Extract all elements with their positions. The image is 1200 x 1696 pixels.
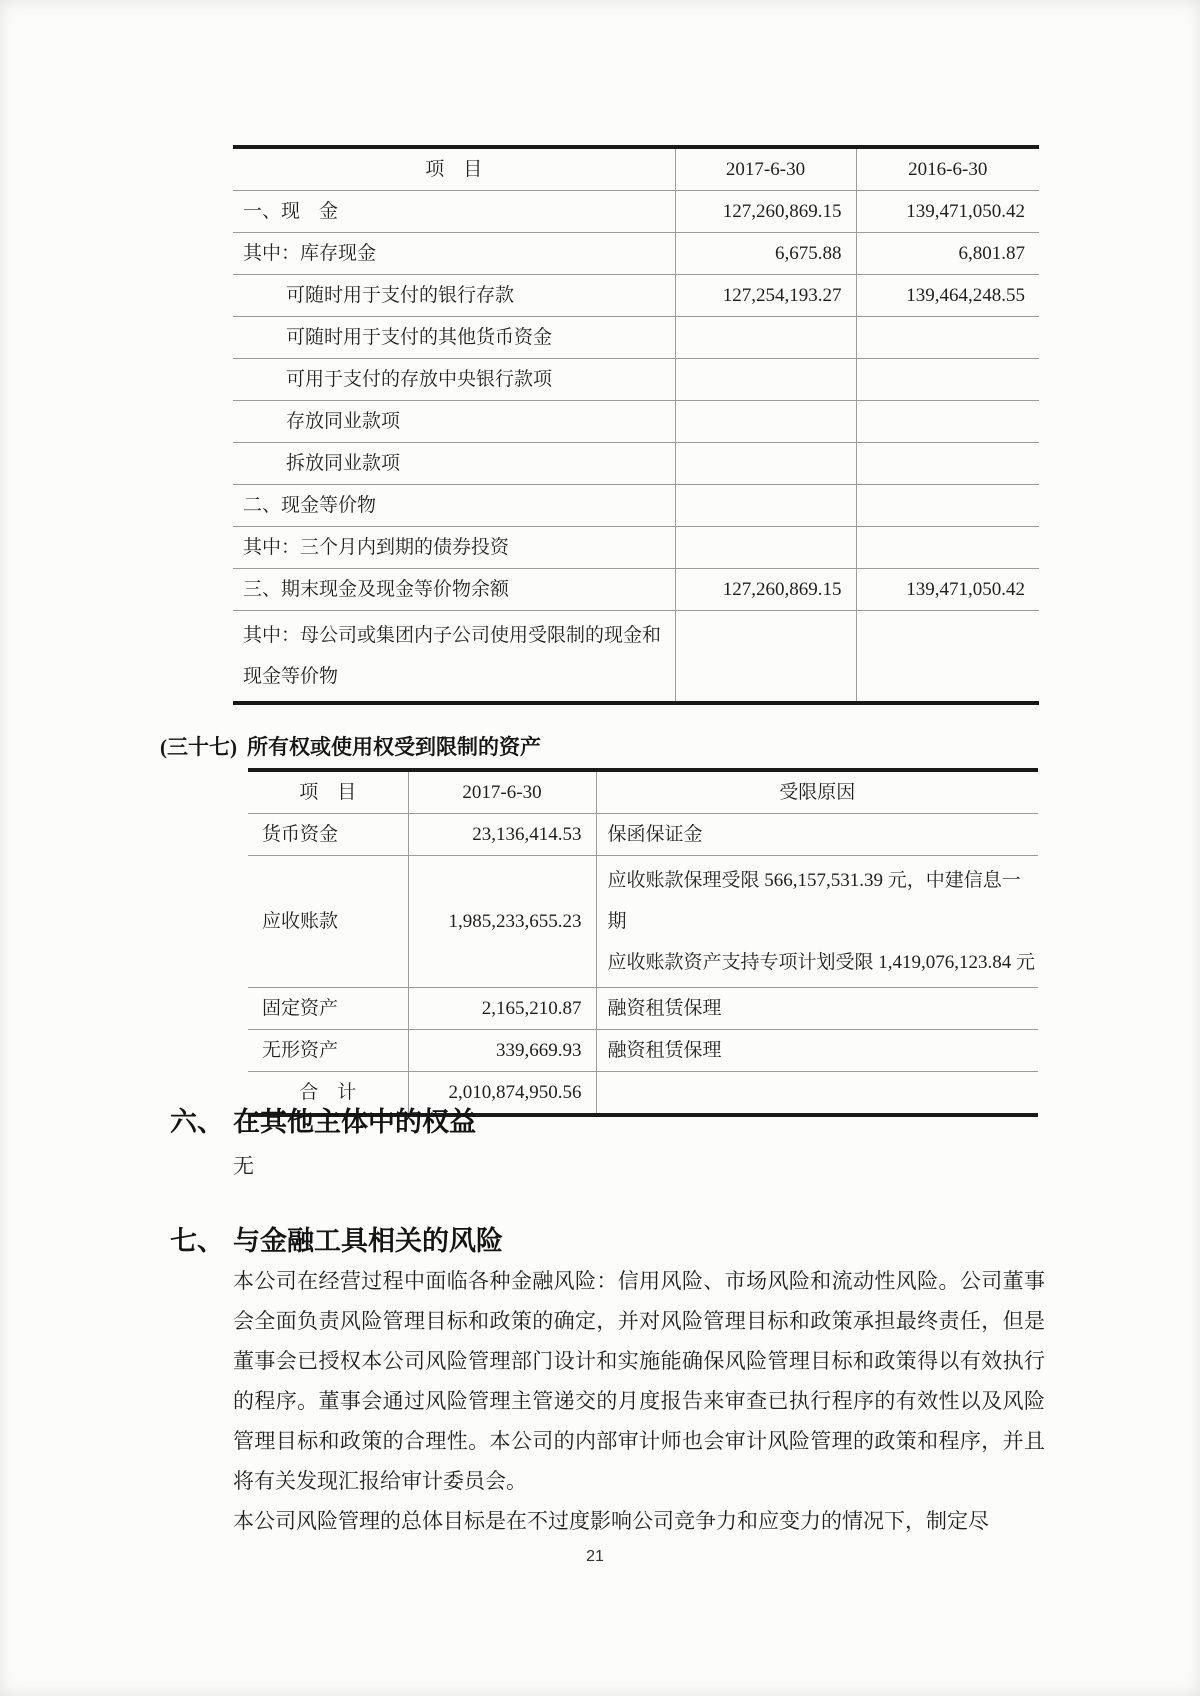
- table-header-row: [248, 770, 1038, 814]
- cell-item: 一、现 金: [233, 191, 675, 233]
- table-row: [233, 611, 1039, 704]
- table-row: [233, 569, 1039, 611]
- cell-value-2017: [675, 359, 856, 401]
- cell-item: 存放同业款项: [233, 401, 675, 443]
- cell-value-2016: 139,471,050.42: [856, 191, 1039, 233]
- table-row: [233, 527, 1039, 569]
- cell-reason: [596, 1072, 1038, 1116]
- section-title: 与金融工具相关的风险: [233, 1226, 503, 1256]
- cell-value-2016: [856, 359, 1039, 401]
- section-six-content: 无: [233, 1154, 254, 1178]
- table-row: [248, 988, 1038, 1030]
- column-header-2017: 2017-6-30: [675, 147, 856, 191]
- cell-item-line1: 其中：母公司或集团内子公司使用受限制的现金和: [243, 625, 662, 646]
- risk-description: [233, 1261, 1045, 1541]
- cell-value-2017: [675, 317, 856, 359]
- cell-value-2016: [856, 527, 1039, 569]
- table-header-row: [233, 147, 1039, 191]
- section-title: 所有权或使用权受到限制的资产: [247, 736, 541, 759]
- table-row: [233, 233, 1039, 275]
- cell-value-2016: [856, 401, 1039, 443]
- cell-item: 其中：库存现金: [233, 233, 675, 275]
- cell-item: 可随时用于支付的银行存款: [233, 275, 675, 317]
- cell-reason: 保函保证金: [596, 814, 1038, 856]
- cell-item-total: 合 计: [299, 1082, 357, 1103]
- cell-value-2016: [856, 611, 1039, 704]
- cell-reason: 融资租赁保理: [596, 1030, 1038, 1072]
- cell-value-2017: 127,260,869.15: [675, 191, 856, 233]
- section-title: 在其他主体中的权益: [233, 1107, 476, 1137]
- cell-value-2017: [675, 611, 856, 704]
- column-header-item: 项 目: [233, 147, 675, 191]
- cash-flow-table: [233, 145, 1039, 705]
- cell-amount: 2,165,210.87: [408, 988, 596, 1030]
- cell-item: 货币资金: [248, 814, 408, 856]
- section-six-heading: [170, 1100, 476, 1139]
- cell-item: 二、现金等价物: [233, 485, 675, 527]
- risk-paragraph: 本公司风险管理的总体目标是在不过度影响公司竞争力和应变力的情况下，制定尽: [233, 1509, 989, 1533]
- table-row: [233, 317, 1039, 359]
- cell-amount: 23,136,414.53: [408, 814, 596, 856]
- table-row: [233, 443, 1039, 485]
- cell-value-2016: 6,801.87: [856, 233, 1039, 275]
- column-header-item: 项 目: [248, 770, 408, 814]
- column-header-2016: 2016-6-30: [856, 147, 1039, 191]
- section-number: 六、: [170, 1107, 224, 1137]
- cell-value-2017: [675, 527, 856, 569]
- cell-reason: 融资租赁保理: [596, 988, 1038, 1030]
- column-header-reason: 受限原因: [596, 770, 1038, 814]
- cell-item-line2: 现金等价物: [243, 666, 339, 687]
- cell-amount: 339,669.93: [408, 1030, 596, 1072]
- table-row: [233, 359, 1039, 401]
- cell-reason: [596, 856, 1038, 988]
- cell-amount: 2,010,874,950.56: [408, 1072, 596, 1116]
- cell-value-2017: 127,254,193.27: [675, 275, 856, 317]
- column-header-date: 2017-6-30: [408, 770, 596, 814]
- table-row: [233, 485, 1039, 527]
- cell-value-2017: [675, 401, 856, 443]
- table-row: [248, 814, 1038, 856]
- table-row: [233, 401, 1039, 443]
- cell-item: 应收账款: [248, 856, 408, 988]
- cell-reason-line2: 应收账款资产支持专项计划受限 1,419,076,123.84 元: [607, 952, 1036, 973]
- cell-value-2016: 139,471,050.42: [856, 569, 1039, 611]
- page-number: 21: [586, 1548, 604, 1565]
- cell-amount: 1,985,233,655.23: [408, 856, 596, 988]
- section-seven-heading: [170, 1219, 503, 1258]
- cell-reason-line1: 应收账款保理受限 566,157,531.39 元，中建信息一期: [607, 870, 1021, 932]
- cell-item: 无形资产: [248, 1030, 408, 1072]
- cell-value-2017: [675, 485, 856, 527]
- risk-paragraph: 本公司在经营过程中面临各种金融风险：信用风险、市场风险和流动性风险。公司董事会全面负责风险管理目标和政策的确定，并对风险管理目标和政策承担最终责任，但是董事会已授权本公司风险管理部门设计和实施能确保风险管理目标和政策得以有效执行的程序。董事会通过风险管理主管递交的月度报告来审查已执行程序的有效性以及风险管理目标和政策的合理性。本公司的内部审计师也会审计风险管理的政策和程序，并且将有关发现汇报给审计委员会。: [233, 1269, 1045, 1493]
- cell-value-2016: 139,464,248.55: [856, 275, 1039, 317]
- table-row: [248, 1030, 1038, 1072]
- cell-item: 三、期末现金及现金等价物余额: [233, 569, 675, 611]
- cell-item: 其中：三个月内到期的债券投资: [233, 527, 675, 569]
- cell-value-2017: [675, 443, 856, 485]
- cell-value-2016: [856, 443, 1039, 485]
- cell-value-2017: 127,260,869.15: [675, 569, 856, 611]
- table-row: [233, 275, 1039, 317]
- cell-value-2016: [856, 317, 1039, 359]
- restricted-assets-heading: [160, 731, 541, 761]
- cell-item: [233, 611, 675, 704]
- section-number: 七、: [170, 1226, 224, 1256]
- cell-value-2016: [856, 485, 1039, 527]
- cell-value-2017: 6,675.88: [675, 233, 856, 275]
- cell-item: 可用于支付的存放中央银行款项: [233, 359, 675, 401]
- section-label: (三十七): [160, 735, 237, 759]
- cell-item: 拆放同业款项: [233, 443, 675, 485]
- restricted-assets-table: [248, 768, 1038, 1117]
- table-row: [233, 191, 1039, 233]
- cell-item: 可随时用于支付的其他货币资金: [233, 317, 675, 359]
- table-row: [248, 856, 1038, 988]
- cell-item: 固定资产: [248, 988, 408, 1030]
